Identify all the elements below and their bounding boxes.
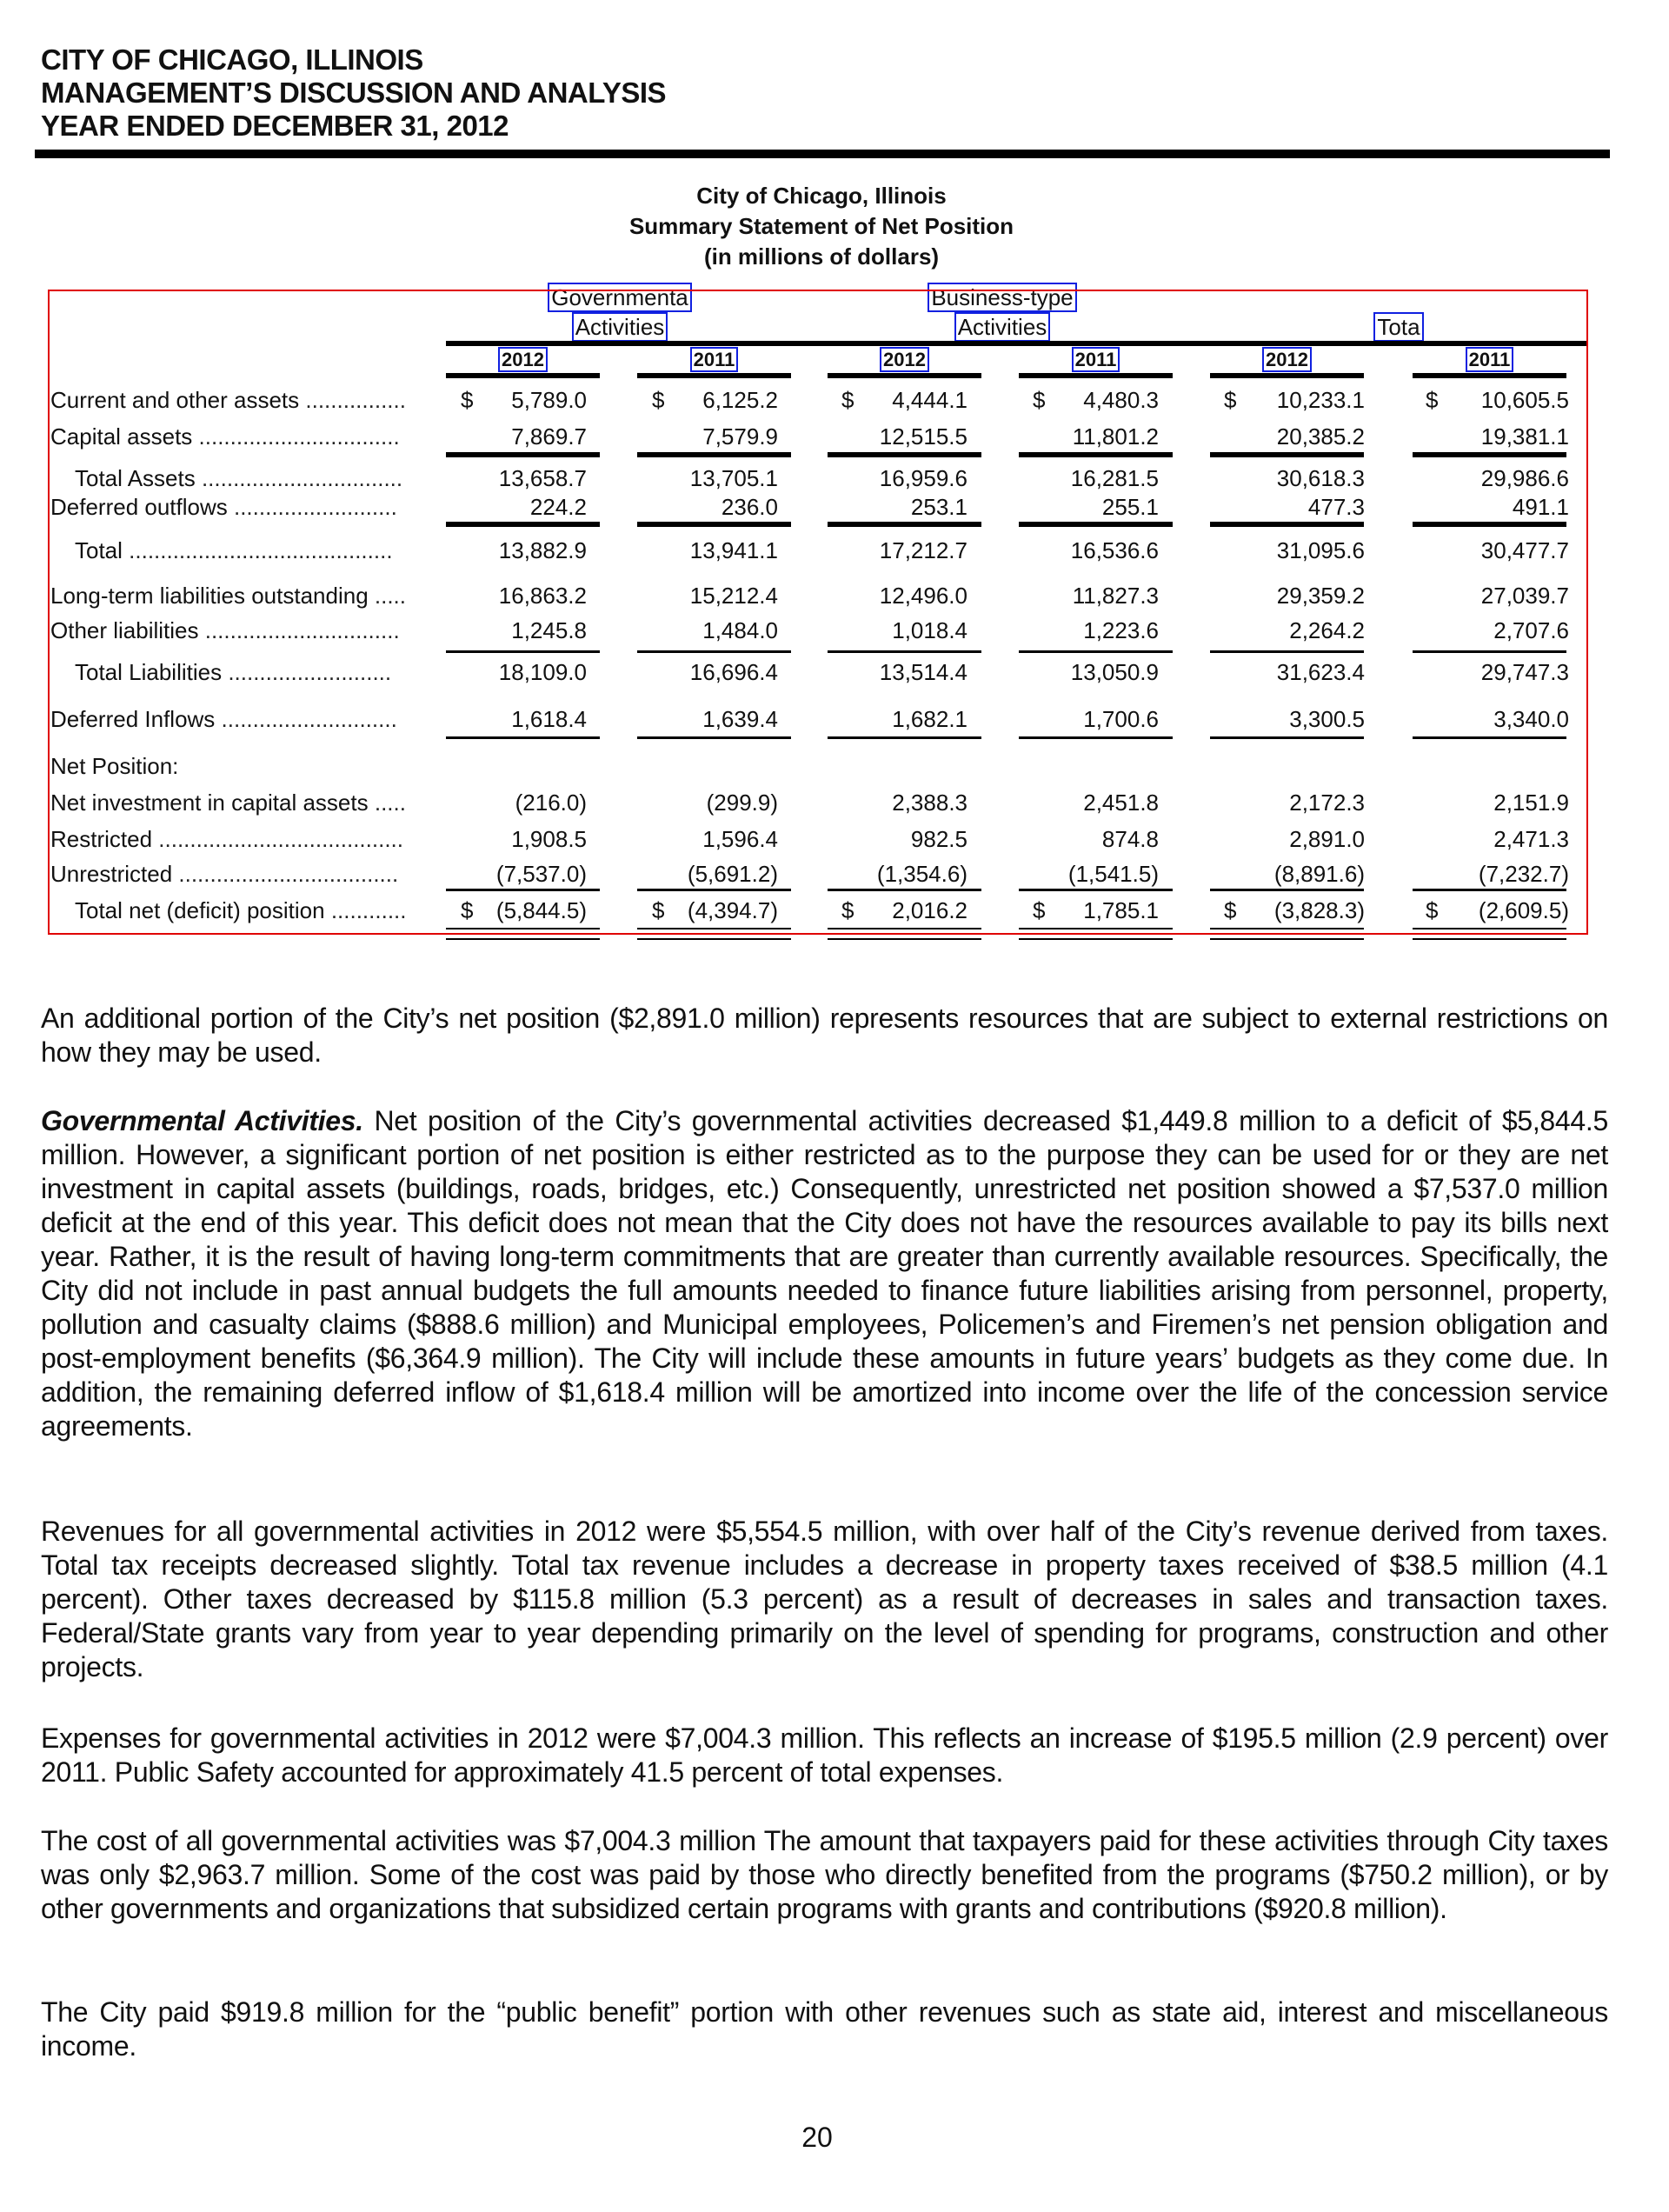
paragraph-governmental-activities <box>41 1104 1608 1443</box>
table-cell: (7,232.7) <box>1478 861 1569 887</box>
table-cell: 255.1 <box>1101 494 1159 520</box>
table-cell: 2,707.6 <box>1493 617 1569 643</box>
column-rule <box>828 650 981 653</box>
table-cell: 12,496.0 <box>879 583 967 609</box>
table-row-label: Current and other assets ................ <box>50 387 406 413</box>
table-row-label: Total net (deficit) position ............ <box>75 897 407 923</box>
column-rule <box>1210 889 1364 891</box>
table-cell: 10,233.1 <box>1276 387 1365 413</box>
double-underline <box>637 938 791 940</box>
column-rule <box>828 522 981 527</box>
paragraph-expenses: Expenses for governmental activities in 2012 were $7,004.3 million. This reflects an increase of $195.5 million (2.9 percent) over 2011. Public Safety accounted for approximately 41.5 percent of total expenses. <box>41 1722 1608 1788</box>
column-rule <box>446 736 600 739</box>
double-underline <box>1210 928 1364 929</box>
table-cell: 13,658.7 <box>498 465 587 491</box>
double-underline <box>1210 933 1364 935</box>
table-cell: 1,639.4 <box>702 706 778 732</box>
dollar-sign: $ <box>1224 897 1237 923</box>
page-header <box>41 43 666 143</box>
table-cell: 2,016.2 <box>892 897 967 923</box>
double-underline <box>1413 938 1566 940</box>
table-row-label: Total Liabilities .......................... <box>75 659 392 685</box>
table-cell: 2,264.2 <box>1289 617 1365 643</box>
column-rule <box>637 650 791 653</box>
double-underline <box>1413 928 1566 929</box>
column-rule <box>1019 736 1173 739</box>
table-cell: (5,691.2) <box>687 861 778 887</box>
table-cell: 491.1 <box>1512 494 1569 520</box>
double-underline <box>1019 933 1173 935</box>
year-header-rule <box>1019 373 1173 378</box>
table-cell: 13,050.9 <box>1070 659 1159 685</box>
table-cell: 982.5 <box>910 826 967 852</box>
table-cell: 224.2 <box>529 494 587 520</box>
header-city: CITY OF CHICAGO, ILLINOIS <box>41 43 423 76</box>
table-cell: 2,172.3 <box>1289 790 1365 816</box>
group-header-line2: Activities <box>872 314 1133 340</box>
year-header-1: 2011 <box>637 348 791 372</box>
column-rule <box>1019 522 1173 527</box>
group-header-line1: Governmenta <box>489 284 750 310</box>
year-header-rule <box>1210 373 1364 378</box>
table-title-units: (in millions of dollars) <box>703 243 940 270</box>
column-rule <box>1019 889 1173 891</box>
column-rule <box>1210 452 1364 457</box>
table-cell: 29,359.2 <box>1276 583 1365 609</box>
table-cell: (299.9) <box>706 790 778 816</box>
dollar-sign: $ <box>461 387 474 413</box>
table-cell: 1,618.4 <box>511 706 587 732</box>
table-cell: 16,536.6 <box>1070 537 1159 563</box>
table-cell: 27,039.7 <box>1480 583 1569 609</box>
year-header-5: 2011 <box>1413 348 1566 372</box>
year-header-2: 2012 <box>828 348 981 372</box>
column-rule <box>828 452 981 457</box>
table-title-statement: Summary Statement of Net Position <box>628 213 1014 239</box>
paragraph-cost: The cost of all governmental activities was $7,004.3 million The amount that taxpayers paid for these activities through City taxes was only $2,963.7 million. Some of the cost was paid by those who directly benefited from the programs ($750.2 million), or by other governments and organizations that subsidized certain programs with grants and contributions ($920.8 million). <box>41 1825 1608 1924</box>
column-rule <box>446 889 600 891</box>
table-cell: 1,484.0 <box>702 617 778 643</box>
table-cell: 253.1 <box>910 494 967 520</box>
column-rule <box>1413 650 1566 653</box>
column-rule <box>1019 452 1173 457</box>
table-cell: 30,618.3 <box>1276 465 1365 491</box>
table-row-label: Total Assets ................................ <box>75 465 403 491</box>
table-cell: 29,986.6 <box>1480 465 1569 491</box>
year-header-rule <box>637 373 791 378</box>
table-cell: 19,381.1 <box>1480 423 1569 450</box>
column-rule <box>1413 522 1566 527</box>
double-underline <box>1210 938 1364 940</box>
column-rule <box>1210 650 1364 653</box>
table-cell: 1,223.6 <box>1083 617 1159 643</box>
column-rule <box>446 522 600 527</box>
table-cell: 1,785.1 <box>1083 897 1159 923</box>
page-number: 20 <box>801 2122 833 2153</box>
table-cell: 2,451.8 <box>1083 790 1159 816</box>
table-cell: 31,095.6 <box>1276 537 1365 563</box>
header-period: YEAR ENDED DECEMBER 31, 2012 <box>41 110 509 142</box>
table-row-label: Deferred outflows .......................... <box>50 494 397 520</box>
dollar-sign: $ <box>1033 897 1046 923</box>
header-rule <box>35 150 1610 158</box>
table-cell: 5,789.0 <box>511 387 587 413</box>
table-cell: 16,863.2 <box>498 583 587 609</box>
table-title-entity: City of Chicago, Illinois <box>696 183 947 209</box>
year-header-rule <box>446 373 600 378</box>
column-rule <box>1413 889 1566 891</box>
column-rule <box>828 736 981 739</box>
table-row-label: Long-term liabilities outstanding ..... <box>50 583 406 609</box>
table-row-label: Restricted ....................................... <box>50 826 403 852</box>
paragraph-public-benefit: The City paid $919.8 million for the “public benefit” portion with other revenues such as state aid, interest and miscellaneous income. <box>41 1996 1608 2062</box>
column-rule <box>637 889 791 891</box>
table-cell: 10,605.5 <box>1480 387 1569 413</box>
table-cell: (216.0) <box>515 790 587 816</box>
table-cell: 4,480.3 <box>1083 387 1159 413</box>
table-cell: 2,471.3 <box>1493 826 1569 852</box>
table-cell: 16,959.6 <box>879 465 967 491</box>
double-underline <box>637 928 791 929</box>
table-cell: 20,385.2 <box>1276 423 1365 450</box>
table-cell: 7,869.7 <box>511 423 587 450</box>
group-header-rule <box>1210 341 1588 346</box>
table-row-label: Capital assets ................................ <box>50 423 400 450</box>
table-cell: (3,828.3) <box>1273 897 1365 923</box>
table-cell: 236.0 <box>721 494 778 520</box>
table-cell: 4,444.1 <box>892 387 967 413</box>
double-underline <box>828 933 981 935</box>
table-cell: 30,477.7 <box>1480 537 1569 563</box>
year-header-3: 2011 <box>1019 348 1173 372</box>
table-cell: (5,844.5) <box>495 897 587 923</box>
table-cell: 16,696.4 <box>689 659 778 685</box>
double-underline <box>1019 938 1173 940</box>
table-cell: 2,891.0 <box>1289 826 1365 852</box>
table-cell: (1,354.6) <box>876 861 967 887</box>
table-row-label: Net investment in capital assets ..... <box>50 790 406 816</box>
column-rule <box>1210 522 1364 527</box>
dollar-sign: $ <box>841 387 854 413</box>
year-header-0: 2012 <box>446 348 600 372</box>
dollar-sign: $ <box>461 897 474 923</box>
double-underline <box>446 938 600 940</box>
table-cell: 11,827.3 <box>1072 583 1159 609</box>
group-header-line1: Business-type <box>872 284 1133 310</box>
table-cell: 3,340.0 <box>1493 706 1569 732</box>
year-header-rule <box>828 373 981 378</box>
table-cell: 12,515.5 <box>879 423 967 450</box>
table-cell: 16,281.5 <box>1070 465 1159 491</box>
table-cell: 3,300.5 <box>1289 706 1365 732</box>
table-cell: 13,514.4 <box>879 659 967 685</box>
table-cell: 2,388.3 <box>892 790 967 816</box>
table-cell: 11,801.2 <box>1072 423 1159 450</box>
dollar-sign: $ <box>652 387 665 413</box>
column-rule <box>446 452 600 457</box>
table-cell: 7,579.9 <box>702 423 778 450</box>
table-cell: 6,125.2 <box>702 387 778 413</box>
table-row-label: Total .......................................... <box>75 537 393 563</box>
table-cell: (2,609.5) <box>1478 897 1569 923</box>
column-rule <box>828 889 981 891</box>
table-cell: 1,596.4 <box>702 826 778 852</box>
column-rule <box>1019 650 1173 653</box>
column-rule <box>637 522 791 527</box>
table-cell: 13,705.1 <box>689 465 778 491</box>
header-section: MANAGEMENT’S DISCUSSION AND ANALYSIS <box>41 77 667 109</box>
table-cell: (7,537.0) <box>495 861 587 887</box>
double-underline <box>446 928 600 929</box>
dollar-sign: $ <box>1426 387 1439 413</box>
table-cell: 1,700.6 <box>1083 706 1159 732</box>
table-cell: 2,151.9 <box>1493 790 1569 816</box>
year-header-rule <box>1413 373 1566 378</box>
table-cell: 13,882.9 <box>498 537 587 563</box>
dollar-sign: $ <box>1033 387 1046 413</box>
double-underline <box>828 928 981 929</box>
table-cell: 1,245.8 <box>511 617 587 643</box>
double-underline <box>637 933 791 935</box>
table-cell: (1,541.5) <box>1067 861 1159 887</box>
column-rule <box>1210 736 1364 739</box>
table-cell: 1,682.1 <box>892 706 967 732</box>
table-cell: 17,212.7 <box>879 537 967 563</box>
double-underline <box>828 938 981 940</box>
table-cell: 13,941.1 <box>689 537 778 563</box>
table-row-label: Deferred Inflows ............................ <box>50 706 397 732</box>
table-cell: (4,394.7) <box>687 897 778 923</box>
table-row-label: Net Position: <box>50 753 179 779</box>
table-cell: 1,908.5 <box>511 826 587 852</box>
table-cell: 31,623.4 <box>1276 659 1365 685</box>
paragraph-lead-heading: Governmental Activities. <box>41 1105 363 1136</box>
table-row-label: Unrestricted ................................... <box>50 861 399 887</box>
dollar-sign: $ <box>1224 387 1237 413</box>
column-rule <box>1413 452 1566 457</box>
column-rule <box>1413 736 1566 739</box>
dollar-sign: $ <box>1426 897 1439 923</box>
group-header-line2: Tota <box>1268 314 1529 340</box>
table-title <box>0 181 1643 272</box>
column-rule <box>637 736 791 739</box>
table-row-label: Other liabilities ............................... <box>50 617 400 643</box>
paragraph-revenues: Revenues for all governmental activities in 2012 were $5,554.5 million, with over half of the City’s revenue derived from taxes. Total tax receipts decreased slightly. Total tax revenue includes a decrease in property taxes received of $38.5 million (4.1 percent). Other taxes decreased by $115.8 million (5.3 percent) as a result of decreases in sales and transaction taxes. Federal/State grants vary from year to year depending primarily on the level of spending for programs, construction and other projects. <box>41 1516 1608 1682</box>
dollar-sign: $ <box>652 897 665 923</box>
year-header-4: 2012 <box>1210 348 1364 372</box>
double-underline <box>1019 928 1173 929</box>
paragraph-governmental-text: Net position of the City’s governmental activities decreased $1,449.8 million to a deficit of $5,844.5 million. However, a significant portion of net position is either restricted as to the purpose they can be used for or they are net investment in capital assets (buildings, roads, bridges, etc.) Consequently, unrestricted net position showed a $7,537.0 million deficit at the end of this year. This deficit does not mean that the City does not have the resources available to pay its bills next year. Rather, it is the result of having long-term commitments that are greater than currently available resources. Specifically, the City did not include in past annual budgets the full amounts needed to finance future liabilities arising from personnel, property, pollution and casualty claims ($888.6 million) and Municipal employees, Policemen’s and Firemen’s net pension obligation and post-employment benefits ($6,364.9 million). The City will include these amounts in future years’ budgets as they come due. In addition, the remaining deferred inflow of $1,618.4 million will be amortized into income over the life of the concession service agreements. <box>41 1105 1608 1442</box>
paragraph-restricted: An additional portion of the City’s net position ($2,891.0 million) represents resources that are subject to external restrictions on how they may be used. <box>41 1003 1608 1068</box>
group-header-line2: Activities <box>489 314 750 340</box>
table-cell: (8,891.6) <box>1273 861 1365 887</box>
dollar-sign: $ <box>841 897 854 923</box>
double-underline <box>446 933 600 935</box>
table-cell: 18,109.0 <box>498 659 587 685</box>
table-cell: 874.8 <box>1101 826 1159 852</box>
column-rule <box>446 650 600 653</box>
column-rule <box>637 452 791 457</box>
table-cell: 15,212.4 <box>689 583 778 609</box>
table-cell: 477.3 <box>1307 494 1365 520</box>
double-underline <box>1413 933 1566 935</box>
table-cell: 29,747.3 <box>1480 659 1569 685</box>
table-cell: 1,018.4 <box>892 617 967 643</box>
